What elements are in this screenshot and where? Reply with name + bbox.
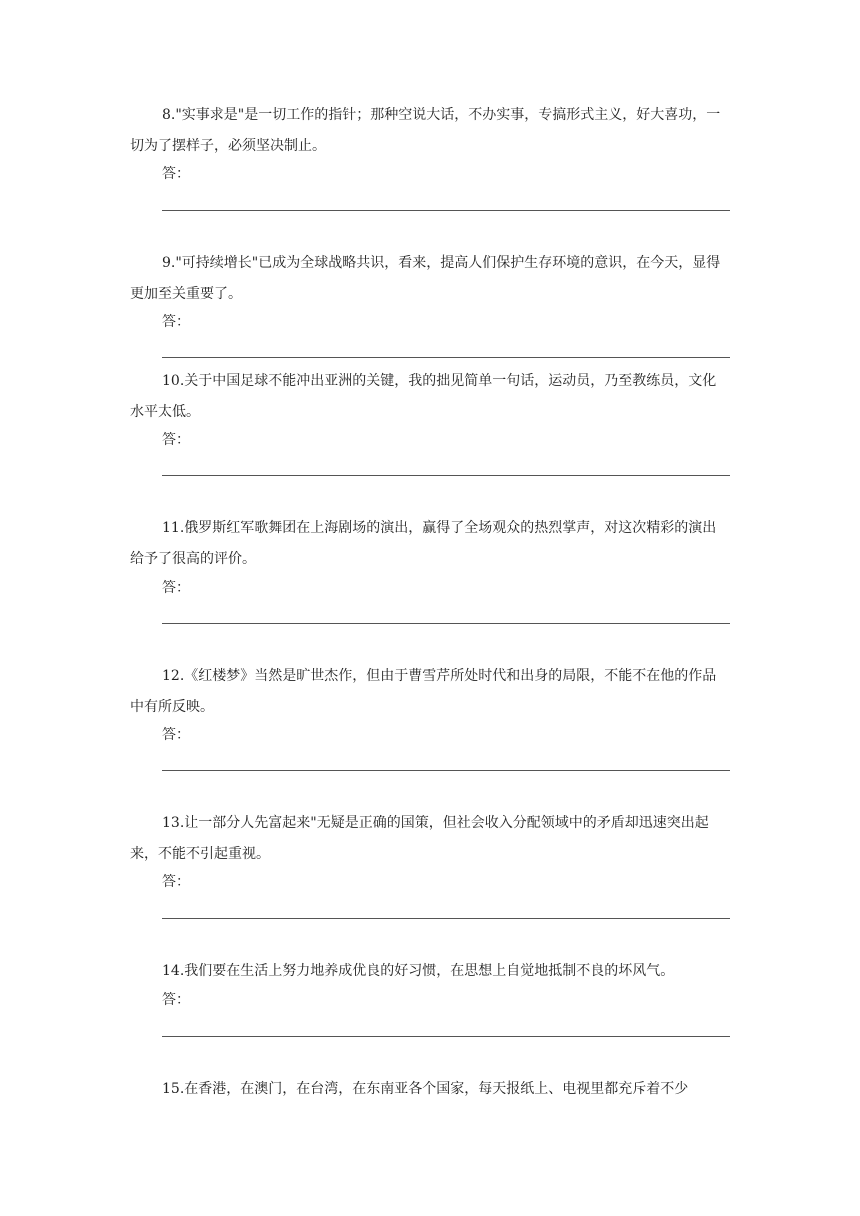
question-12: 12.《红楼梦》当然是旷世杰作，但由于曹雪芹所处时代和出身的局限，不能不在他的作品中有所反映。 [130,668,717,715]
question-10: 10.关于中国足球不能冲出亚洲的关键，我的拙见简单一句话，运动员，乃至教练员，文化水平太低。 [130,373,717,420]
answer-line-9 [162,357,730,358]
question-11: 11.俄罗斯红军歌舞团在上海剧场的演出，赢得了全场观众的热烈掌声，对这次精彩的演出给予了很高的评价。 [130,520,717,567]
answer-line-13 [162,918,730,919]
question-13: 13.让一部分人先富起来"无疑是正确的国策，但社会收入分配领域中的矛盾却迅速突出起来，不能不引起重视。 [130,815,709,862]
answer-label-8: 答： [162,166,190,182]
question-9: 9."可持续增长"已成为全球战略共识，看来，提高人们保护生存环境的意识，在今天，显得更加至关重要了。 [130,255,721,302]
answer-label-12: 答： [162,727,190,743]
answer-line-8 [162,210,730,211]
answer-label-14: 答： [162,992,190,1008]
question-8: 8."实事求是"是一切工作的指针；那种空说大话，不办实事，专搞形式主义，好大喜功，一切为了摆样子，必须坚决制止。 [130,107,721,154]
question-15: 15.在香港，在澳门，在台湾，在东南亚各个国家，每天报纸上、电视里都充斥着不少 [162,1081,689,1097]
answer-label-9: 答： [162,314,190,330]
answer-line-10 [162,475,730,476]
answer-label-13: 答： [162,874,190,890]
answer-line-12 [162,770,730,771]
answer-label-11: 答： [162,580,190,596]
answer-line-14 [162,1036,730,1037]
question-14: 14.我们要在生活上努力地养成优良的好习惯，在思想上自觉地抵制不良的坏风气。 [162,963,675,979]
answer-line-11 [162,623,730,624]
answer-label-10: 答： [162,432,190,448]
